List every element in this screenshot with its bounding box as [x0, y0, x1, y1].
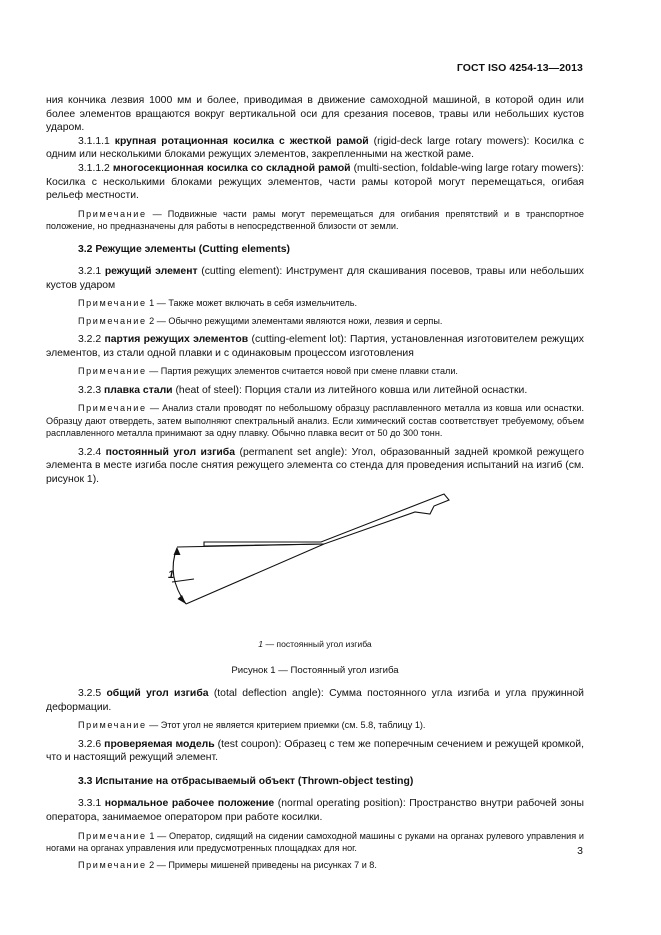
note-3-3-1-b [46, 859, 584, 871]
clause-term: проверяемая модель [104, 738, 215, 750]
clause-term: общий угол изгиба [106, 687, 209, 699]
legend-text: — постоянный угол изгиба [263, 639, 372, 650]
note-text: — Анализ стали проводят по небольшому образцу расплавленного металла из ковша или оснастки. Образцу дают отвердеть, затем выполняют спектральный анализ. Если химический состав соответствует требуемому, объем расплавленного металла принимают за одну плавку. Обычно плавка весит от 50 до 300 тонн. [46, 403, 584, 439]
angle-marker: 1 [168, 569, 175, 582]
marker-leader [172, 579, 194, 582]
clause-text: (rigid-deck large rotary mowers): Косилка с одним или несколькими блоками режущих элементов, закрепленными на жесткой раме. [46, 135, 584, 161]
figure-legend [46, 638, 584, 652]
note-text: 1 — Оператор, сидящий на сидении самоходной машины с руками на органах рулевого управления и ногами на органах управления или предусмотренных площадках для ног. [46, 830, 584, 853]
note-label: Примечание [78, 720, 147, 731]
clause-3-2-2 [46, 333, 584, 360]
arrow-head-bottom [178, 595, 187, 604]
clause-term: постоянный угол изгиба [105, 446, 235, 458]
section-heading-3-2: 3.2 Режущие элементы (Cutting elements) [78, 243, 290, 255]
clause-3-1-1-2 [46, 162, 584, 203]
note-text: 2 — Обычно режущими элементами являются ножи, лезвия и серпы. [146, 315, 443, 326]
clause-term: многосекционная косилка со складной рамой [112, 162, 351, 174]
bend-angle-drawing [46, 492, 584, 660]
clause-3-3-1 [46, 797, 584, 824]
clause-3-2-5 [46, 687, 584, 714]
clause-text: (heat of steel): Порция стали из литейного ковша или литейной оснастки. [172, 384, 528, 396]
note-text: — Партия режущих элементов считается новой при смене плавки стали. [146, 366, 458, 377]
note-label: Примечание [78, 403, 147, 414]
clause-number: 3.1.1.2 [78, 162, 110, 174]
clause-term: режущий элемент [104, 266, 198, 278]
clause-text: (permanent set angle): Угол, образованный задней кромкой режущего элемента в месте изгиба после снятия режущего элемента со стенда для проведения испытаний на изгиб (см. рисунок 1). [46, 446, 584, 485]
clause-3-2-3 [46, 384, 584, 398]
clause-number: 3.2.2 [78, 334, 102, 346]
blade-outline [204, 494, 449, 546]
clause-term: нормальное рабочее положение [104, 798, 275, 810]
note-3-2-2 [46, 365, 584, 377]
note-text: 1 — Также может включать в себя измельчитель. [146, 298, 358, 309]
clause-term: крупная ротационная косилка с жесткой рамой [114, 135, 369, 147]
note-text: 2 — Примеры мишеней приведены на рисунках 7 и 8. [146, 860, 377, 871]
angle-arc [173, 548, 186, 604]
note-text: — Этот угол не является критерием приемки (см. 5.8, таблицу 1). [146, 720, 426, 731]
clause-number: 3.1.1.1 [78, 135, 110, 147]
body-text [46, 94, 584, 872]
note-label: Примечание [78, 366, 147, 377]
clause-number: 3.2.5 [78, 687, 102, 699]
standard-header: ГОСТ ISO 4254-13—2013 [456, 62, 583, 74]
deflection-line [186, 544, 324, 604]
clause-text: (cutting element): Инструмент для скашивания посевов, травы или небольших кустов ударом [46, 266, 584, 291]
note-3-2-3 [46, 402, 584, 439]
clause-3-1-1-1 [46, 135, 584, 162]
page-number: 3 [577, 845, 583, 857]
note-3-3-1-a [46, 830, 584, 855]
arrow-head-top [174, 547, 181, 555]
note-label: Примечание [78, 830, 147, 841]
note-3-1-1-2 [46, 208, 584, 233]
clause-number: 3.2.1 [78, 266, 102, 278]
clause-number: 3.2.4 [78, 446, 102, 458]
clause-text: (cutting-element lot): Партия, установленная изготовителем режущих элементов, из стали одной плавки и с одинаковым процессом изготовления [46, 334, 584, 359]
clause-3-2-6 [46, 738, 584, 765]
note-label: Примечание [78, 860, 147, 871]
note-label: Примечание [78, 315, 147, 326]
clause-text: (test coupon): Образец с тем же поперечным сечением и режущей кромкой, что и настоящий режущий элемент. [46, 738, 584, 764]
legend-number: 1 [258, 639, 264, 650]
figure-caption: Рисунок 1 — Постоянный угол изгиба [231, 665, 399, 677]
clause-text: (multi-section, foldable-wing large rotary mowers): Косилка с несколькими блоками режущих элементов, части рамы которой могут перемещаться, огибая рельеф местности. [46, 162, 584, 202]
clause-text: (normal operating position): Пространство внутри рабочей зоны оператора, занимаемое оператором при работе косилки. [46, 798, 584, 823]
note-label: Примечание [78, 298, 147, 309]
clause-number: 3.3.1 [78, 798, 102, 810]
section-heading-3-3: 3.3 Испытание на отбрасываемый объект (Thrown-object testing) [78, 775, 414, 787]
figure-1 [46, 492, 584, 660]
clause-3-2-1 [46, 265, 584, 292]
note-3-2-5 [46, 719, 584, 731]
clause-text: (total deflection angle): Сумма постоянного угла изгиба и угла пружинной деформации. [46, 687, 584, 713]
note-label: Примечание [78, 208, 147, 219]
note-3-2-1-a [46, 297, 584, 309]
paragraph-continuation: ния кончика лезвия 1000 мм и более, приводимая в движение самоходной машиной, в которой один или более элементов вращаются вокруг вертикальной оси для срезания посевов, травы или небольших кустов ударом. [46, 95, 584, 134]
clause-number: 3.2.6 [78, 738, 102, 750]
clause-number: 3.2.3 [78, 384, 102, 396]
note-text: — Подвижные части рамы могут перемещаться для огибания препятствий и в транспортное положение, но предназначены для работы в непосредственной близости от земли. [46, 208, 584, 232]
note-3-2-1-b [46, 315, 584, 327]
clause-term: плавка стали [104, 384, 173, 396]
reference-line [177, 544, 324, 547]
clause-term: партия режущих элементов [104, 334, 249, 346]
clause-3-2-4 [46, 446, 584, 487]
